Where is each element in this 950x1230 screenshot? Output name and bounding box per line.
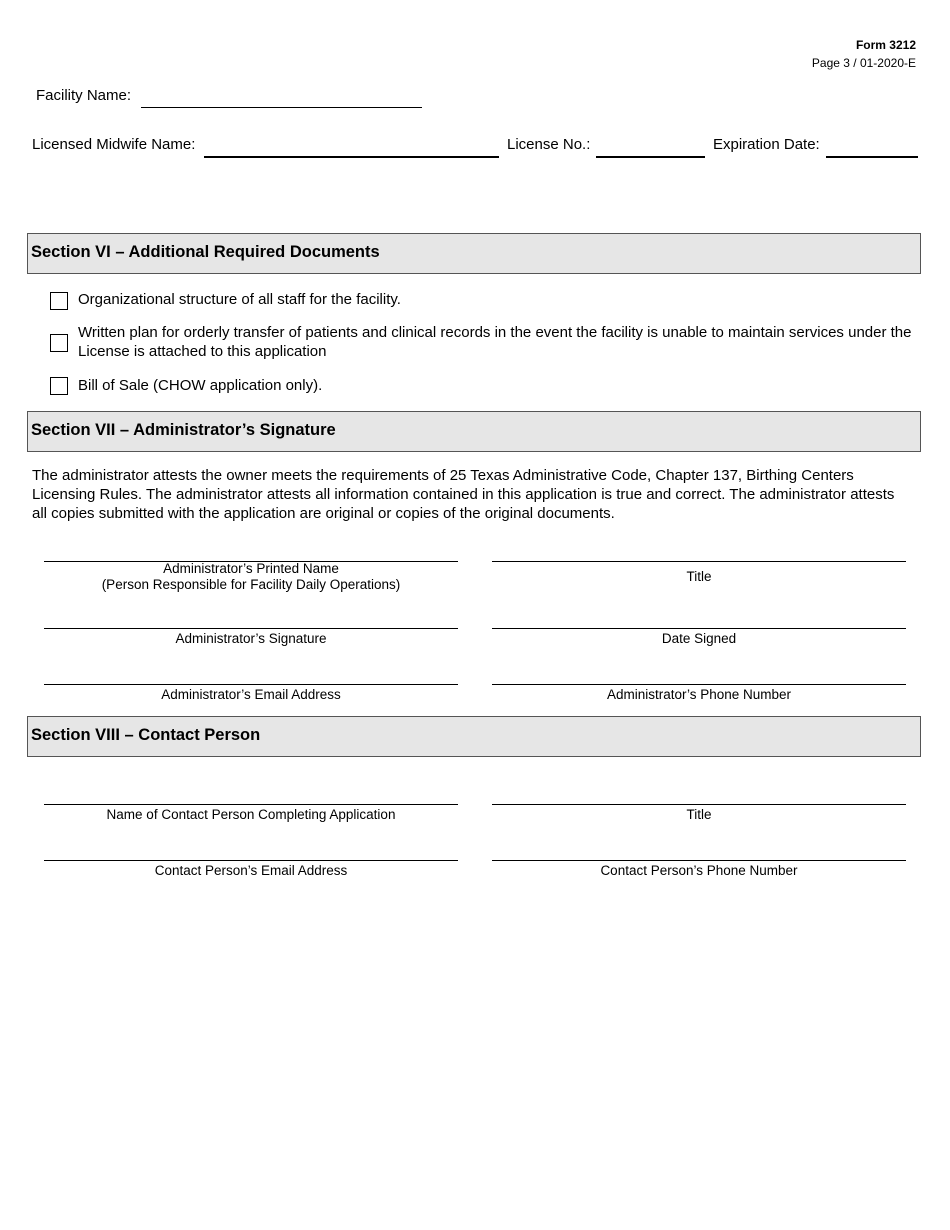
item-org-structure: Organizational structure of all staff for the facility. — [78, 291, 401, 308]
admin-signature-caption: Administrator’s Signature — [175, 631, 327, 646]
item-transfer-plan: Written plan for orderly transfer of patients and clinical records in the event the facility is unable to maintain services under the License is attached to this application — [78, 324, 912, 360]
page-info: Page 3 / 01-2020-E — [811, 56, 916, 70]
section-8-title: Section VIII – Contact Person — [31, 726, 261, 744]
contact-name-line[interactable] — [44, 804, 458, 805]
license-no-label: License No.: — [507, 136, 591, 153]
checkbox-transfer-plan[interactable] — [50, 334, 68, 352]
admin-email-caption: Administrator’s Email Address — [161, 687, 341, 702]
admin-title-line[interactable] — [492, 561, 906, 562]
section-6-title: Section VI – Additional Required Documents — [31, 243, 380, 261]
attestation-text: The administrator attests the owner meets the requirements of 25 Texas Administrative Code, Chapter 137, Birthing Centers Licensing Rules. The administrator attests all information contained in this application is true and correct. The administrator attests all copies submitted with the application are original or copies of the original documents. — [32, 467, 895, 522]
midwife-name-label: Licensed Midwife Name: — [32, 136, 196, 153]
admin-printed-name-caption-sub: (Person Responsible for Facility Daily Operations) — [101, 577, 401, 592]
contact-name-caption: Name of Contact Person Completing Application — [106, 807, 396, 822]
checkbox-org-structure[interactable] — [50, 292, 68, 310]
expiration-date-field[interactable] — [826, 156, 918, 158]
facility-name-field[interactable] — [141, 107, 422, 108]
section-8-header — [27, 716, 921, 757]
expiration-date-label: Expiration Date: — [713, 136, 820, 153]
item-bill-of-sale: Bill of Sale (CHOW application only). — [78, 377, 323, 394]
section-6-header — [27, 233, 921, 274]
form-number: Form 3212 — [855, 38, 916, 52]
contact-phone-line[interactable] — [492, 860, 906, 861]
date-signed-caption: Date Signed — [661, 631, 737, 646]
checkbox-bill-of-sale[interactable] — [50, 377, 68, 395]
contact-title-caption: Title — [686, 807, 712, 822]
contact-email-caption: Contact Person’s Email Address — [154, 863, 348, 878]
date-signed-line[interactable] — [492, 628, 906, 629]
facility-name-label: Facility Name: — [36, 87, 132, 104]
license-no-field[interactable] — [596, 156, 705, 158]
midwife-name-field[interactable] — [204, 156, 499, 158]
admin-printed-name-caption — [44, 561, 458, 593]
contact-email-line[interactable] — [44, 860, 458, 861]
admin-signature-line[interactable] — [44, 628, 458, 629]
admin-phone-caption: Administrator’s Phone Number — [606, 687, 792, 702]
contact-phone-caption: Contact Person’s Phone Number — [600, 863, 798, 878]
contact-title-line[interactable] — [492, 804, 906, 805]
section-7-title: Section VII – Administrator’s Signature — [31, 421, 336, 439]
admin-title-caption: Title — [686, 569, 712, 584]
section-7-header — [27, 411, 921, 452]
admin-email-line[interactable] — [44, 684, 458, 685]
admin-printed-name-caption-main: Administrator’s Printed Name — [163, 561, 339, 576]
admin-phone-line[interactable] — [492, 684, 906, 685]
